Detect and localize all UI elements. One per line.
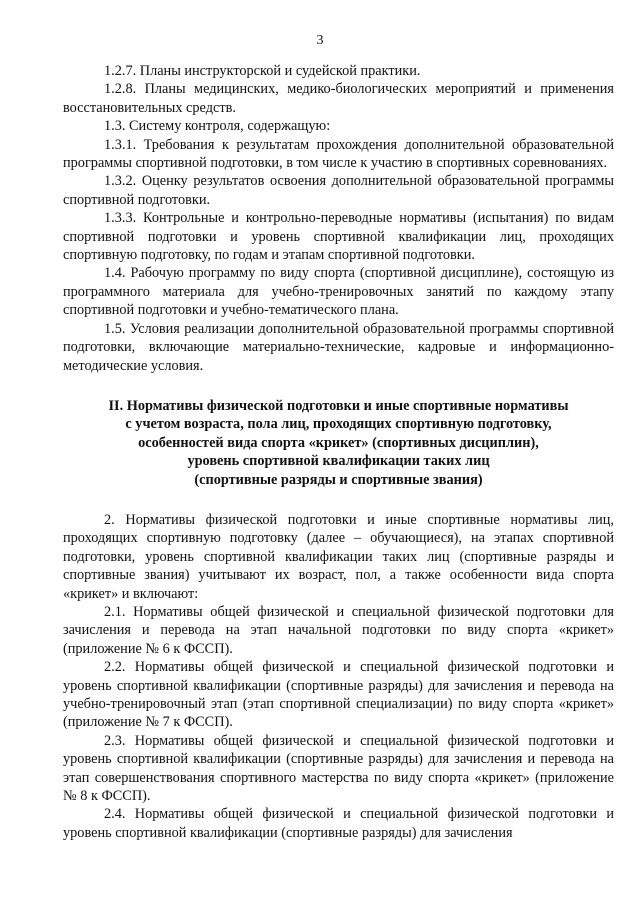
document-body [63,62,614,842]
paragraph-2-3: 2.3. Нормативы общей физической и специальной физической подготовки и уровень спортивной квалификации (спортивные разряды) для зачисления и перевода на этап совершенствования спортивного мастерства по виду спорта «крикет» (приложение № 8 к ФССП). [63,732,614,805]
section-heading-line: (спортивные разряды и спортивные звания) [194,471,483,488]
section-heading-line: II. Нормативы физической подготовки и иные спортивные нормативы [108,397,569,414]
paragraph-1-3-3: 1.3.3. Контрольные и контрольно-переводные нормативы (испытания) по видам спортивной подготовки и уровень спортивной квалификации лиц, проходящих спортивную подготовку, по годам и этапам спортивной подготовки. [63,210,614,264]
paragraph-2-4: 2.4. Нормативы общей физической и специальной физической подготовки и уровень спортивной квалификации (спортивные разряды) для зачисления [63,806,614,841]
section-heading-line: с учетом возраста, пола лиц, проходящих спортивную подготовку, [125,416,552,433]
paragraph-2-2: 2.2. Нормативы общей физической и специальной физической подготовки и уровень спортивной квалификации (спортивные разряды) для зачисления и перевода на учебно-тренировочный этап (этап спортивной специализации) по виду спорта «крикет» (приложение № 7 к ФССП). [63,659,614,731]
paragraph-1-2-8: 1.2.8. Планы медицинских, медико-биологических мероприятий и применения восстановительных средств. [63,81,614,116]
section-heading-line: уровень спортивной квалификации таких лиц [187,453,490,470]
paragraph-2: 2. Нормативы физической подготовки и иные спортивные нормативы лиц, проходящих спортивную подготовку (далее – обучающиеся), на этапах спортивной подготовки, уровень спортивной квалификации таких лиц (спортивные разряды и спортивные звания) учитывают их возраст, пол, а также особенности вида спорта «крикет» и включают: [63,511,614,602]
spacer [63,489,614,511]
section-heading [63,397,614,489]
section-heading-line: особенностей вида спорта «крикет» (спортивных дисциплин), [138,434,539,451]
paragraph-1-3-2: 1.3.2. Оценку результатов освоения дополнительной образовательной программы спортивной подготовки. [63,173,614,208]
paragraph-1-2-7: 1.2.7. Планы инструкторской и судейской практики. [104,63,421,79]
paragraph-2-1: 2.1. Нормативы общей физической и специальной физической подготовки для зачисления и перевода на этап начальной подготовки по виду спорта «крикет» (приложение № 6 к ФССП). [63,603,614,657]
paragraph-1-4: 1.4. Рабочую программу по виду спорта (спортивной дисциплине), состоящую из программного материала для учебно-тренировочных занятий по каждому этапу спортивной подготовки и учебно-тематического плана. [63,265,614,319]
paragraph-1-3: 1.3. Систему контроля, содержащую: [104,118,331,135]
paragraph-1-5: 1.5. Условия реализации дополнительной образовательной программы спортивной подготовки, включающие материально-технические, кадровые и информационно-методические условия. [63,320,614,374]
paragraph-1-3-1: 1.3.1. Требования к результатам прохождения дополнительной образовательной программы спортивной подготовки, в том числе к участию в спортивных соревнованиях. [63,136,614,172]
page-number: 3 [316,33,324,48]
